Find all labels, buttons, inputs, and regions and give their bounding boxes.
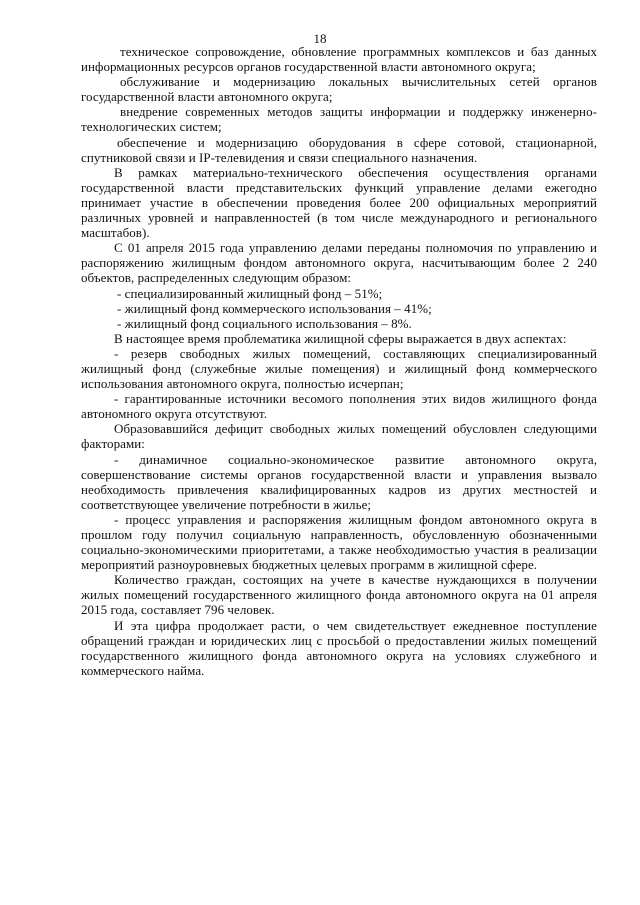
list-item-commercial-fund: - жилищный фонд коммерческого использования – 41%; (117, 300, 432, 316)
paragraph-reserve-exhausted: - резерв свободных жилых помещений, составляющих специализированный жилищный фонд (служебные жилые помещения) и жилищный фонд коммерческого использования автономного округа, полностью исчерпан; (81, 345, 597, 392)
paragraph-software-support: техническое сопровождение, обновление программных комплексов и баз данных информационных ресурсов органов государственной власти автономного округа; (81, 44, 597, 75)
paragraph-housing-problems: В настоящее время проблематика жилищной сферы выражается в двух аспектах: (114, 330, 567, 346)
list-item-social-fund: - жилищный фонд социального использования – 8%. (117, 315, 412, 331)
paragraph-equipment-modernization: обеспечение и модернизацию оборудования в сфере сотовой, стационарной, спутниковой связи и IP-телевидения и связи специального назначения. (81, 134, 597, 165)
paragraph-waiting-list: Количество граждан, состоящих на учете в качестве нуждающихся в получении жилых помещений государственного жилищного фонда автономного округа на 01 апреля 2015 года, составляет 796 человек. (81, 572, 597, 618)
page-number: 18 (313, 31, 327, 46)
paragraph-housing-transfer: С 01 апреля 2015 года управлению делами переданы полномочия по управлению и распоряжению жилищным фондом автономного округа, насчитывающим более 2 240 объектов, распределенных следующим образом: (81, 240, 597, 286)
paragraph-sources-absent: - гарантированные источники весомого пополнения этих видов жилищного фонда автономного округа отсутствуют. (81, 391, 597, 422)
paragraph-deficit-factors: Образовавшийся дефицит свободных жилых помещений обусловлен следующими факторами: (81, 421, 597, 452)
paragraph-factor-development: - динамичное социально-экономическое развитие автономного округа, совершенствование системы органов государственной власти и управления вызвало необходимость привлечения квалифицированных кадров из других местностей и соответствующее увеличение потребности в жилье; (81, 451, 597, 512)
paragraph-representative-functions: В рамках материально-технического обеспечения осуществления органами государственной власти представительских функций управление делами ежегодно принимает участие в обеспечении проведения более 200 официальных мероприятий различных уровней и направленностей (в том числе международного и регионального масштабов). (81, 164, 597, 241)
paragraph-factor-management: - процесс управления и распоряжения жилищным фондом автономного округа в прошлом году получил социальную направленность, обусловленную обозначенными социально-экономическими приоритетами, а также необходимостью участия в реализации мероприятий разноуровневых бюджетных целевых программ в жилищной сфере. (81, 511, 597, 573)
paragraph-growing-demand: И эта цифра продолжает расти, о чем свидетельствует ежедневное поступление обращений граждан и юридических лиц с просьбой о предоставлении жилых помещений государственного жилищного фонда автономного округа на условиях служебного и коммерческого найма. (81, 617, 597, 678)
list-item-specialized-fund: - специализированный жилищный фонд – 51%; (117, 285, 383, 301)
document-body (81, 44, 597, 678)
paragraph-network-maintenance: обслуживание и модернизацию локальных вычислительных сетей органов государственной власти автономного округа; (81, 74, 597, 105)
paragraph-security-methods: внедрение современных методов защиты информации и поддержку инженерно-технологических систем; (81, 104, 597, 135)
